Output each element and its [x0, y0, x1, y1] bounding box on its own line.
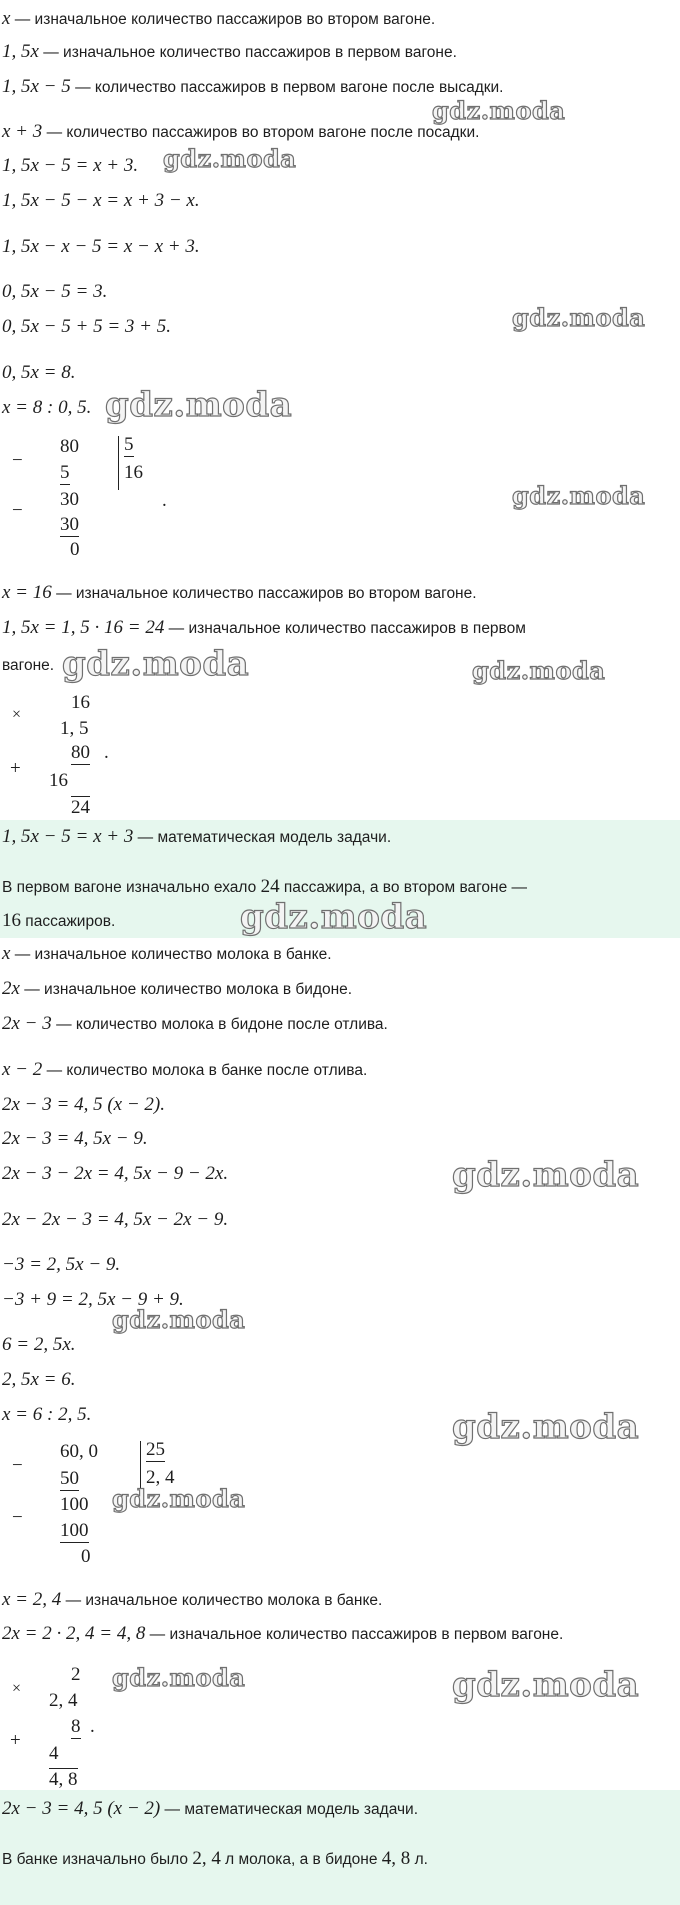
- p2-line-12: 2, 5x = 6.: [2, 1369, 76, 1390]
- p1-line-10: 0, 5x = 8.: [2, 362, 76, 383]
- p2-line-5: 2x − 3 = 4, 5 (x − 2).: [2, 1094, 165, 1115]
- p1-line-5: 1, 5x − 5 = x + 3.: [2, 155, 139, 176]
- p2-line-11: 6 = 2, 5x.: [2, 1334, 76, 1355]
- p2-line-13: x = 6 : 2, 5.: [2, 1404, 92, 1425]
- p2-div-rem-final: 0: [81, 1546, 91, 1567]
- p2-mul-a: 2: [71, 1664, 81, 1685]
- p2-after-2: 2x = 2 · 2, 4 = 4, 8 — изначальное количество пассажиров в первом вагоне.: [2, 1623, 564, 1644]
- p2-line-7: 2x − 3 − 2x = 4, 5x − 9 − 2x.: [2, 1163, 229, 1184]
- p1-after-1: x = 16 — изначальное количество пассажиров во втором вагоне.: [2, 582, 477, 603]
- p1-div-sub-1: 5: [60, 462, 70, 483]
- p1-line-9: 0, 5x − 5 + 5 = 3 + 5.: [2, 316, 171, 337]
- p2-line-1: x — изначальное количество молока в банке.: [2, 943, 332, 964]
- p2-div-quotient: 2, 4: [146, 1467, 175, 1488]
- watermark-logo: gdz.moda: [105, 385, 293, 425]
- p1-line-7: 1, 5x − x − 5 = x − x + 3.: [2, 236, 200, 257]
- p1-mul-p2: 16: [49, 770, 68, 791]
- p1-mul-a: 16: [71, 692, 90, 713]
- p1-model: 1, 5x − 5 = x + 3 — математическая модель задачи.: [2, 826, 392, 847]
- p2-mul-dot: .: [90, 1716, 95, 1737]
- p1-line-11: x = 8 : 0, 5.: [2, 397, 92, 418]
- p2-line-8: 2x − 2x − 3 = 4, 5x − 2x − 9.: [2, 1209, 229, 1230]
- p1-line-1: x — изначальное количество пассажиров во втором вагоне.: [2, 8, 436, 29]
- p2-mul-b: 2, 4: [49, 1690, 78, 1711]
- p2-after-1: x = 2, 4 — изначальное количество молока в банке.: [2, 1589, 383, 1610]
- p2-model: 2x − 3 = 4, 5 (x − 2) — математическая модель задачи.: [2, 1798, 419, 1819]
- p2-div-minus-1: −: [12, 1455, 23, 1476]
- p2-line-6: 2x − 3 = 4, 5x − 9.: [2, 1128, 148, 1149]
- p1-answer-2: 16 пассажиров.: [2, 910, 116, 931]
- p2-div-minus-2: −: [12, 1507, 23, 1528]
- p1-mul-result: 24: [71, 797, 90, 818]
- p1-mul-b: 1, 5: [60, 718, 89, 739]
- p1-div-quotient: 16: [124, 462, 143, 483]
- watermark-logo: gdz.moda: [452, 1155, 640, 1195]
- p1-div-rem-1: 30: [60, 489, 79, 510]
- p2-line-4: x − 2 — количество молока в банке после отлива.: [2, 1059, 368, 1080]
- p2-line-2: 2x — изначальное количество молока в бидоне.: [2, 978, 353, 999]
- p2-line-10: −3 + 9 = 2, 5x − 9 + 9.: [2, 1289, 184, 1310]
- p2-div-rem-1: 100: [60, 1494, 89, 1515]
- p1-div-minus-2: −: [12, 500, 23, 521]
- p2-mul-p1: 8: [71, 1716, 81, 1737]
- watermark-logo: gdz.moda: [112, 1305, 246, 1334]
- p1-line-4: x + 3 — количество пассажиров во втором вагоне после посадки.: [2, 121, 480, 142]
- p2-line-9: −3 = 2, 5x − 9.: [2, 1254, 121, 1275]
- p2-div-dividend: 60, 0: [60, 1441, 98, 1462]
- p2-mul-times: ×: [12, 1680, 22, 1697]
- p2-answer: В банке изначально было 2, 4 л молока, а в бидоне 4, 8 л.: [2, 1848, 428, 1869]
- p1-div-rem-final: 0: [70, 539, 80, 560]
- p1-div-bar: [118, 436, 119, 490]
- watermark-logo: gdz.moda: [112, 1663, 246, 1692]
- p2-div-sub-2: 100: [60, 1520, 89, 1541]
- p1-after-2: 1, 5x = 1, 5 · 16 = 24 — изначальное количество пассажиров в первом: [2, 617, 526, 638]
- p2-div-sub-1: 50: [60, 1468, 79, 1489]
- p1-mul-p1: 80: [71, 742, 90, 763]
- p1-line-6: 1, 5x − 5 − x = x + 3 − x.: [2, 190, 200, 211]
- watermark-logo: gdz.moda: [452, 1665, 640, 1705]
- watermark-logo: gdz.moda: [452, 1407, 640, 1447]
- watermark-logo: gdz.moda: [163, 144, 297, 173]
- p1-div-minus-1: −: [12, 450, 23, 471]
- watermark-logo: gdz.moda: [472, 656, 606, 685]
- p1-line-3: 1, 5x − 5 — количество пассажиров в первом вагоне после высадки.: [2, 76, 504, 97]
- p2-line-3: 2x − 3 — количество молока в бидоне после отлива.: [2, 1013, 388, 1034]
- p2-div-divisor: 25: [146, 1439, 165, 1460]
- p1-mul-dot: .: [104, 742, 109, 763]
- p1-mul-plus: +: [10, 758, 21, 779]
- p1-line-2: 1, 5x — изначальное количество пассажиров в первом вагоне.: [2, 41, 457, 62]
- p1-line-8: 0, 5x − 5 = 3.: [2, 281, 108, 302]
- p1-div-dividend: 80: [60, 436, 79, 457]
- p2-mul-plus: +: [10, 1730, 21, 1751]
- watermark-logo: gdz.moda: [112, 1484, 246, 1513]
- p1-after-3: вагоне.: [2, 657, 55, 674]
- p2-mul-result: 4, 8: [49, 1769, 78, 1790]
- p1-div-dot: .: [162, 490, 167, 511]
- p1-div-sub-2: 30: [60, 514, 79, 535]
- watermark-logo: gdz.moda: [240, 897, 428, 937]
- watermark-logo: gdz.moda: [432, 96, 566, 125]
- watermark-logo: gdz.moda: [512, 481, 646, 510]
- watermark-logo: gdz.moda: [512, 303, 646, 332]
- p2-mul-p2: 4: [49, 1743, 59, 1764]
- p1-mul-times: ×: [12, 706, 22, 723]
- p1-div-divisor: 5: [124, 434, 134, 455]
- watermark-logo: gdz.moda: [62, 644, 250, 684]
- p1-answer-1: В первом вагоне изначально ехало 24 пассажира, а во втором вагоне —: [2, 876, 528, 897]
